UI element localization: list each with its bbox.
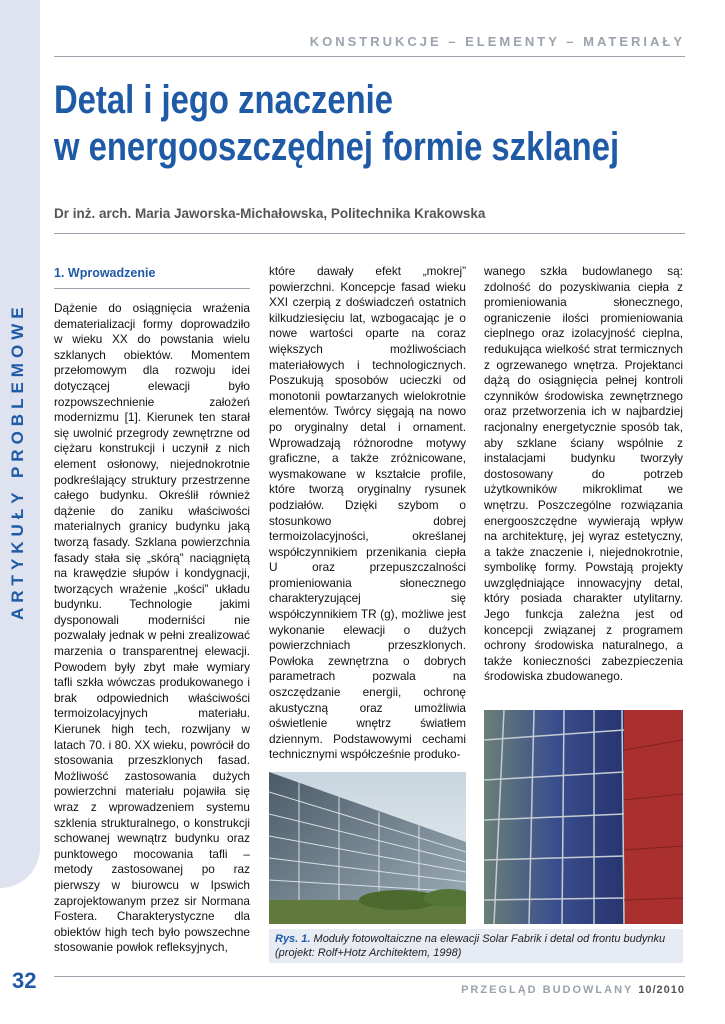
page-title: [54, 77, 620, 171]
photo-facade-detail-image: [484, 710, 683, 924]
photo-facade-detail: [484, 710, 683, 924]
section-heading: 1. Wprowadzenie: [54, 266, 156, 280]
page-number: 32: [12, 968, 37, 993]
journal-name: PRZEGLĄD BUDOWLANY: [461, 984, 634, 996]
divider-mid: [54, 233, 685, 234]
divider-top: [54, 56, 685, 57]
text-column-3: [484, 264, 683, 685]
paragraph-col2: które dawały efekt „mokrej” powierzchni. Koncepcje fasad wieku XXI czerpią z doświadczeń ostatnich kilkudziesięciu lat, wzbogacając je o nowe wartości oparte na coraz większych możliwościach materiałowych i technologicznych. Poszukują sposobów ucieczki od monotonii powtarzanych wielokrotnie elementów. Twórcy sięgają na nowo po oryginalny detal i ornament. Wprowadzają różnorodne motywy graficzne, a także zróżnicowane, wysmakowane w kształcie profile, które tworzą oryginalny rysunek podziałów. Dzięki szybom o stosunkowo dobrej termoizolacyjności, określanej współczynnikiem przenikania ciepła U oraz przepuszczalności promieniowania słonecznego charakteryzującej się współczynnikiem TR (g), możliwe jest wykonanie elewacji o dużych powierzchniach przeszklonych. Powłoka zewnętrzna o dobrych parametrach pozwala na oszczędzanie energii, ochronę akustyczną oraz umożliwia oświetlenie wnętrz światłem dziennym. Podstawowymi cechami technicznymi współcześnie produko-: [269, 264, 466, 762]
section-header: KONSTRUKCJE – ELEMENTY – MATERIAŁY: [309, 34, 685, 49]
text-column-1: [54, 264, 250, 956]
sidebar-label: ARTYKUŁY PROBLEMOWE: [8, 302, 27, 620]
caption-text: Moduły fotowoltaiczne na elewacji Solar Fabrik i detal od frontu budynku (projekt: Rolf+Hotz Architektem, 1998): [275, 933, 666, 959]
caption-label: Rys. 1.: [275, 933, 311, 945]
paragraph-col3: wanego szkła budowlanego są: zdolność do pozyskiwania ciepła z promieniowania słonecznego, ograniczenie ilości promieniowania cieplnego oraz izolacyjność cieplna, redukująca wielkość strat termicznych z ogrzewanego wnętrza. Projektanci dążą do osiągnięcia pełnej kontroli czynników środowiska zewnętrznego oraz przetworzenia ich w najbardziej racjonalny energetycznie sposób tak, aby szklane ściany wspólnie z instalacjami budynku tworzyły dostosowany do potrzeb użytkowników mikroklimat we wnętrzu. Poszczególne rozwiązania energooszczędne wywierają wpływ na architekturę, jej wyraz estetyczny, a także znaczenie i, niejednokrotnie, symbolikę formy. Powstają projekty uwzględniające innowacyjny detal, który posiada charakter utylitarny. Jego funkcja zależna jest od koncepcji związanej z programem ochrony środowiska naturalnego, a także konieczności zabezpieczenia środowiska zbudowanego.: [484, 264, 683, 684]
heading-divider: [54, 288, 250, 289]
text-column-2: [269, 264, 466, 763]
divider-bottom: [54, 976, 685, 977]
author-line: Dr inż. arch. Maria Jaworska-Michałowska, Politechnika Krakowska: [54, 206, 486, 221]
photo-solar-facade: [269, 772, 466, 924]
figure-caption: [269, 929, 683, 963]
footer: [461, 984, 685, 996]
photo-solar-facade-image: [269, 772, 466, 924]
issue-number: 10/2010: [638, 984, 685, 996]
paragraph-col1: Dążenie do osiągnięcia wrażenia dematerializacji formy doprowadziło w wieku XX do powstania wielu szklanych obiektów. Momentem przełomowym dla rozwoju idei dotyczącej elewacji było rozpowszechnienie założeń modernizmu [1]. Kierunek ten starał się uwolnić przegrody zewnętrzne od ciężaru konstrukcji i uczynił z nich element osłonowy, niejednokrotnie podkreślający struktury przestrzenne całego budynku. Określił również dążenie do zaniku właściwości materialnych granicy budynku jaką tworzą fasady. Szklana powierzchnia fasady stała się „skórą” naciągniętą na krawędzie słupów i kondygnacji, tworzących wrażenie „kości” układu budynku. Technologie jakimi dysponowali moderniści nie pozwalały jednak w pełni zrealizować marzenia o transparentnej elewacji. Powodem były zbyt małe wymiary tafli szkła wówczas produkowanego i brak odpowiednich właściwości termoizolacyjnych materiału. Kierunek high tech, rozwijany w latach 70. i 80. XX wieku, powrócił do stosowania przeszklonych fasad. Możliwość zastosowania dużych powierzchni materiału pojawiła się wraz z wprowadzeniem systemu szklenia strukturalnego, o konstrukcji schowanej wewnątrz budynku oraz punktowego mocowania tafli – metody zastosowanej po raz pierwszy w biurowcu w Ipswich zaprojektowanym przez sir Normana Fostera. Charakterystyczne dla obiektów high tech było powszechne stosowanie powłok refleksyjnych,: [54, 301, 250, 955]
title-line-2: w energooszczędnej formie szklanej: [54, 125, 620, 169]
title-line-1: Detal i jego znaczenie: [54, 78, 394, 122]
